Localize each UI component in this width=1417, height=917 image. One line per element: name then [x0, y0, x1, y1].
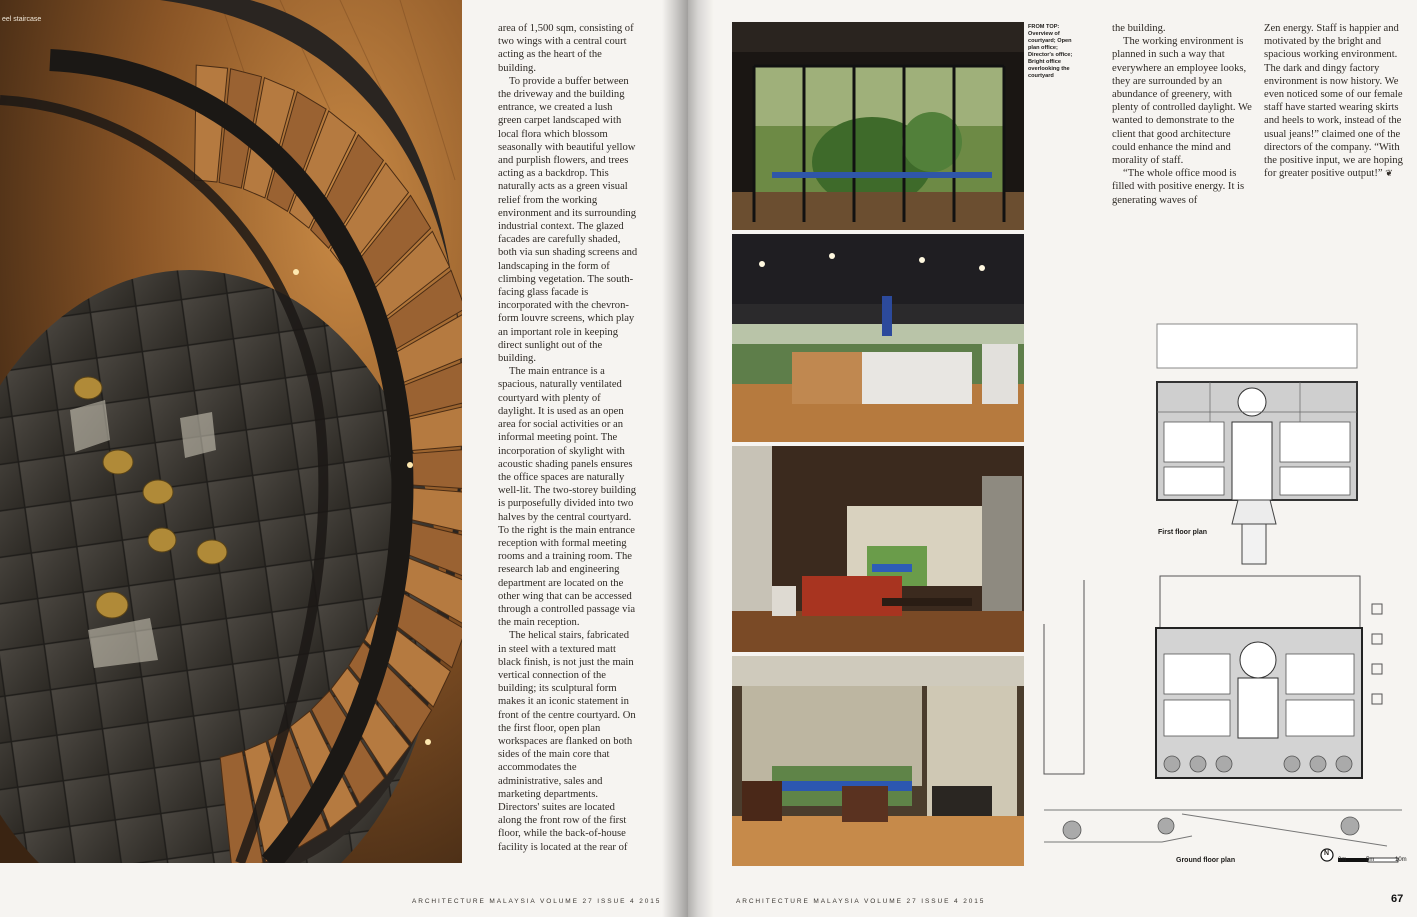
scale-label: 0m: [1338, 857, 1347, 863]
page-number: 67: [1391, 893, 1404, 905]
folio-right: ARCHITECTURE MALAYSIA VOLUME 27 ISSUE 4 2015: [736, 898, 986, 905]
spine-shadow: [662, 0, 688, 917]
left-page: [0, 0, 688, 917]
first-floor-plan-label: First floor plan: [1158, 529, 1207, 536]
paragraph: To provide a buffer between the driveway and the building entrance, we created a lush green carpet landscaped with local flora which blossom seasonally with beautiful yellow and purplish flowers, and trees acting as a backdrop. This naturally acts as a green visual relief from the working environment and its surrounding industrial context. The glazed facades are carefully shaded, both via sun shading screens and landscaping in the form of climbing vegetation. The south-facing glass facade is incorporated with the chevron-form louvre screens, which play an important role in keeping direct sunlight out of the building.: [498, 75, 638, 365]
scale-label: 5m: [1366, 857, 1375, 863]
directors-office-photo: [732, 446, 1024, 652]
ground-floor-plan-label: Ground floor plan: [1176, 857, 1236, 864]
north-arrow-icon: [1320, 848, 1334, 862]
scale-bar-icon: [1338, 850, 1408, 856]
scale-label: 10m: [1395, 857, 1407, 863]
paragraph: “The whole office mood is filled with positive energy. It is generating waves of: [1112, 168, 1245, 206]
paragraph: area of 1,500 sqm, consisting of two wings with a central court acting as the heart of the building.: [498, 23, 634, 74]
photo-caption: FROM TOP: Overview of courtyard; Open plan office; Director's office; Bright office overlooking the courtyard: [1028, 24, 1073, 79]
helical-staircase-photo: [0, 0, 462, 863]
ground-floor-plan: [1042, 574, 1412, 854]
folio-left: ARCHITECTURE MALAYSIA VOLUME 27 ISSUE 4 2015: [412, 898, 662, 905]
open-plan-office-photo: [732, 234, 1024, 442]
paragraph: The helical stairs, fabricated in steel with a textured matt black finish, is not just the main vertical connection of the building; its sculptural form makes it an iconic statement in front of the centre courtyard. On the first floor, open plan workspaces are flanked on both sides of the main core that accommodates the administrative, sales and marketing departments. Directors' suites are located along the front row of the first floor, while the back-of-house facility is located at the rear of: [498, 630, 636, 853]
photo-caption: eel staircase: [2, 16, 42, 23]
courtyard-overview-photo: [732, 22, 1024, 230]
paragraph: The main entrance is a spacious, naturally ventilated courtyard with plenty of daylight. It is used as an open area for social activities or an informal meeting point. The incorporation of skylight with acoustic shading panels ensures the office spaces are naturally well-lit. The two-storey building is purposefully divided into two halves by the central courtyard. To the right is the main entrance reception with formal meeting rooms and a training room. The research lab and engineering department are located on the other wing that can be accessed through a controlled passage via the main reception.: [498, 366, 637, 629]
paragraph-text: Zen energy. Staff is happier and motivated by the bright and spacious working environment. The dark and dingy factory environment is now history. We even noticed some of our female staff have started wearing skirts and heels to work, instead of the usual jeans!” claimed one of the directors of the company. “With the positive input, we are hoping for greater positive output!”: [1264, 23, 1403, 180]
paragraph: The working environment is planned in such a way that everywhere an employee looks, they are surrounded by an abundance of greenery, with plenty of controlled daylight. We wanted to demonstrate to the client that good architecture could enhance the mind and morality of staff.: [1112, 36, 1252, 167]
paragraph: [1264, 22, 1404, 180]
north-label: N: [1324, 850, 1330, 857]
body-text-column: [498, 22, 638, 854]
body-text-column: [1264, 22, 1404, 180]
paragraph: the building.: [1112, 23, 1166, 34]
body-text-column: [1112, 22, 1252, 207]
spine-shadow: [688, 0, 714, 917]
end-mark-icon: ❦: [1385, 168, 1393, 179]
bright-office-photo: [732, 656, 1024, 866]
